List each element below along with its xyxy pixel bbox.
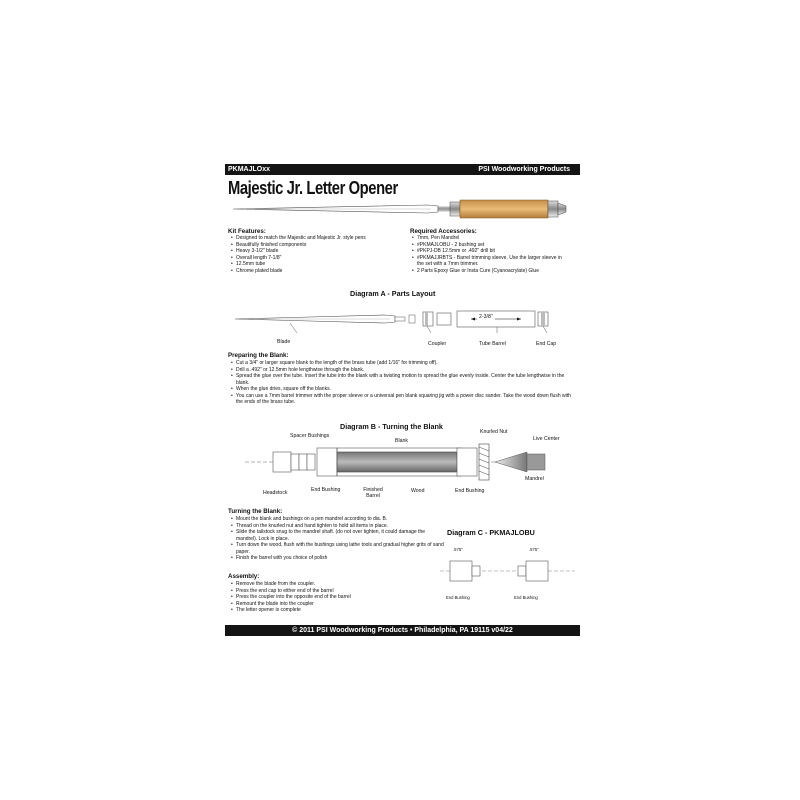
list-item: • Heavy 3-1/2" blade [229,248,404,255]
preparing-heading: Preparing the Blank: [228,352,289,359]
bushing-dim-1: .575" [453,547,463,552]
diagram-c-title: Diagram C - PKMAJLOBU [447,528,535,537]
turning-list [229,516,444,562]
list-item: • Mount the blank and bushings on a pen mandrel according to dia. B. [229,516,444,523]
list-item: • Slide the tailstock snug to the mandrel shaft. (do not over tighten, it could damage the mandrel). Lock in place. [229,529,444,542]
list-item: • Chrome plated blade [229,268,404,275]
list-item: • The letter opener is complete [229,607,444,614]
list-item: • Press the end cap to either end of the barrel [229,588,444,595]
diagram-c-drawing [440,556,575,586]
list-item: • When the glue dries, square off the blanks. [229,386,574,393]
footer-text: © 2011 PSI Woodworking Products • Philadelphia, PA 19115 v04/22 [292,627,513,634]
list-item: • 2 Parts Epoxy Glue or Insta Cure (Cyanoacrylate) Glue [410,268,570,275]
list-item: • Drill a .492" or 12.5mm hole lengthwise through the blank. [229,367,574,374]
list-item: • Press the coupler into the opposite end of the barrel [229,594,444,601]
coupler-label: Coupler [428,341,447,347]
list-item: • Designed to match the Majestic and Majestic Jr. style pens [229,235,404,242]
turning-heading: Turning the Blank: [228,508,283,515]
list-item: • #PKMAJJRBTS - Barrel trimming sleeve. Use the larger sleeve in the set with a 7mm trimmer. [410,255,570,268]
list-item: • You can use a 7mm barrel trimmer with the proper sleeve or a universal pen blank squaring jig with a power disc sander. Take the wood down flush with the ends of the brass tube. [229,393,574,406]
list-item: • Beautifully finished components [229,242,404,249]
knurled-nut-label: Knurled Nut [480,429,508,435]
diagram-b-title: Diagram B - Turning the Blank [340,422,443,431]
list-item: • Spread the glue over the tube. Insert the tube into the blank with a twisting motion to spread the glue evenly inside. Center the tube lengthwise in the blank. [229,373,574,386]
instruction-sheet [225,164,580,638]
brand-label: PSI Woodworking Products [478,166,570,173]
blank-label: Blank [395,438,408,444]
header-bar [225,164,580,175]
mandrel-label: Mandrel [525,476,544,482]
list-item: • 7mm, Pen Mandrel [410,235,570,242]
list-item: • Overall length 7-1/8" [229,255,404,262]
footer-bar [225,625,580,636]
dimension-label: 2-3/8" [479,314,493,320]
page-title: Majestic Jr. Letter Opener [228,178,398,198]
diagram-a-title: Diagram A - Parts Layout [350,289,436,298]
list-item: • #PKMAJLOBU - 2 bushing set [410,242,570,249]
blade-label: Blade [277,339,291,345]
list-item: • Cut a 3/4" or larger square blank to the length of the brass tube (add 1/16" for trimming off). [229,360,574,367]
bushing-dim-2: .575" [529,547,539,552]
list-item: • Remove the blade from the coupler. [229,581,444,588]
end-bushing-left-label: End Bushing [311,487,341,493]
spacer-bushings-label: Spacer Bushings [290,433,330,439]
preparing-list [229,360,574,406]
assembly-list [229,581,444,614]
list-item: • Remount the blade into the coupler [229,601,444,608]
live-center-label: Live Center [533,436,560,442]
kit-features-list [229,235,404,274]
assembly-heading: Assembly: [228,573,260,580]
sku-label: PKMAJLOxx [228,166,271,173]
letter-opener-illustration [233,197,578,221]
list-item: • 12.5mm tube [229,261,404,268]
end-bushing-right-label: End Bushing [455,488,485,494]
finished-barrel-label: Finished Barrel [363,487,383,499]
kit-features-heading: Kit Features: [228,228,266,235]
list-item: • Turn down the wood, flush with the bushings using lathe tools and gradual higher grits of sand paper. [229,542,444,555]
tube-barrel-label: Tube Barrel [479,341,506,347]
list-item: • #PKPJ-DB 12.5mm or .492" drill bit [410,248,570,255]
accessories-heading: Required Accessories: [410,228,477,235]
accessories-list [410,235,570,274]
list-item: • Finish the barrel with you choice of polish [229,555,444,562]
diagram-a-drawing [235,307,575,337]
end-bushing-c1-label: End Bushing [446,595,470,600]
end-cap-label: End Cap [536,341,557,347]
headstock-label: Headstock [263,490,288,496]
wood-label: Wood [411,488,425,494]
list-item: • Thread on the knurled nut and hand tighten to hold all items in place. [229,523,444,530]
end-bushing-c2-label: End Bushing [514,595,538,600]
